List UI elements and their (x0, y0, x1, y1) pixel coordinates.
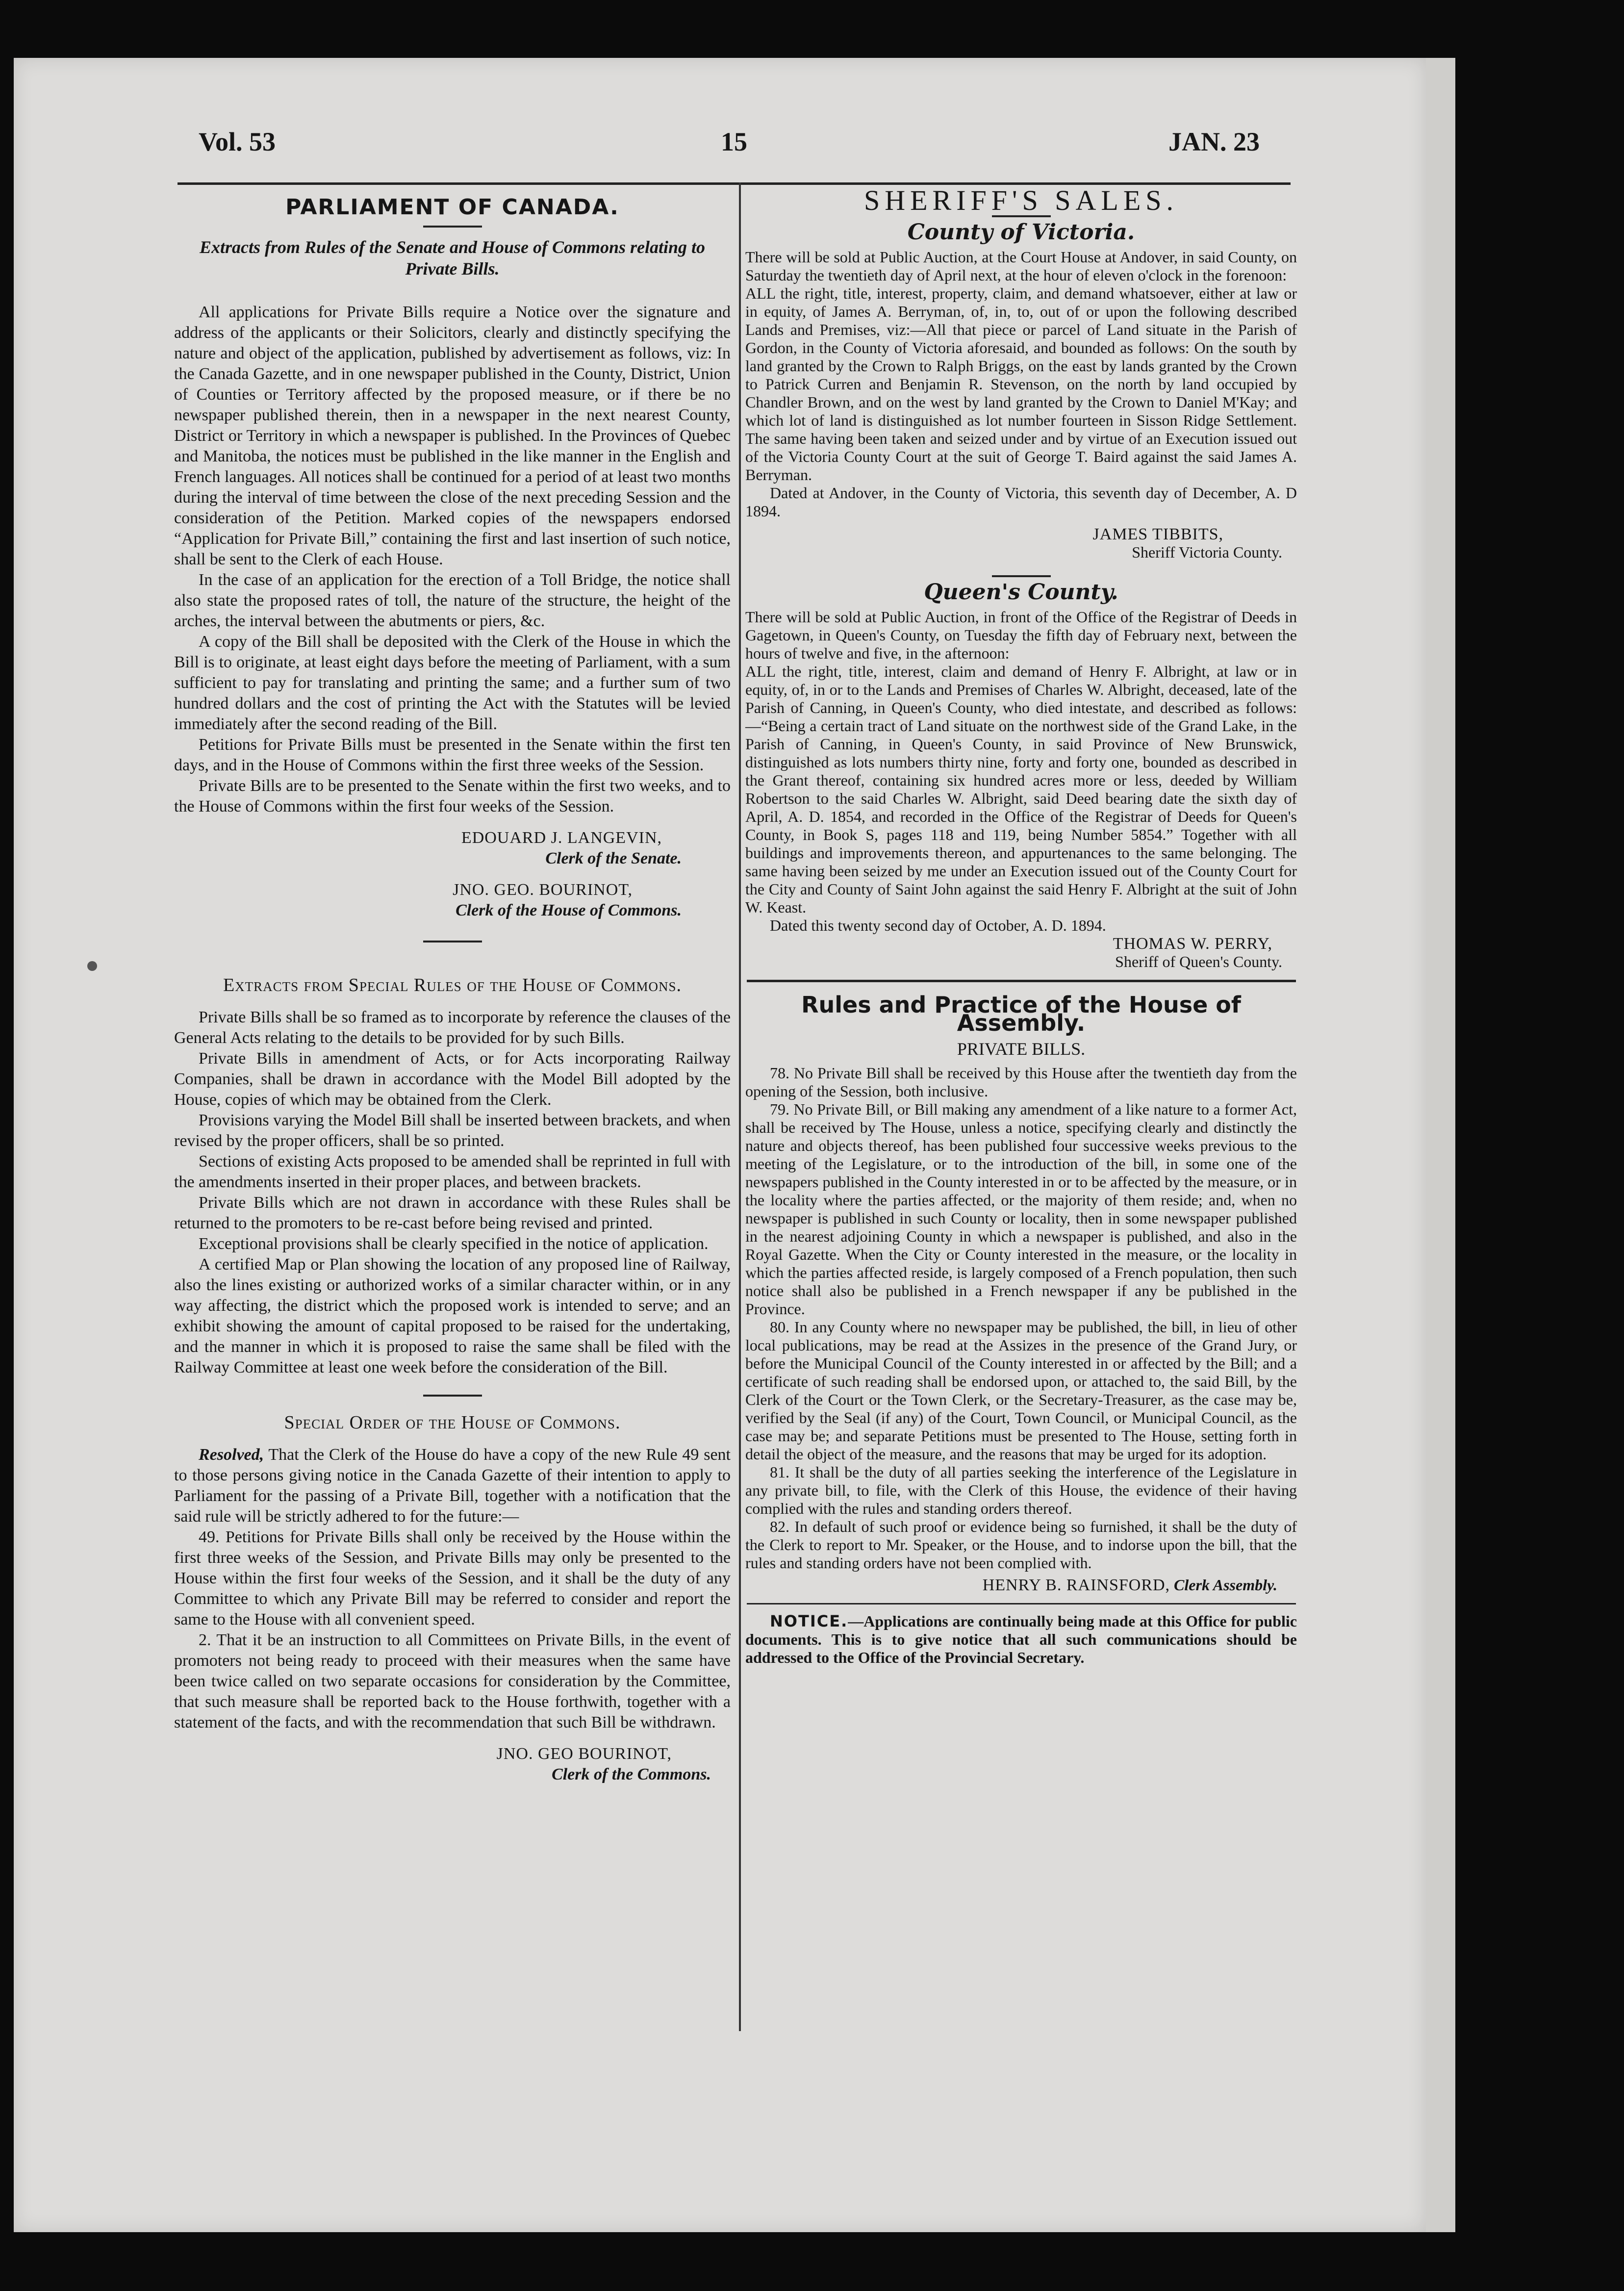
special-rule-paragraph: Private Bills shall be so framed as to incorporate by reference the clauses of the General Acts relating to the details to be provided for by such Bills. (174, 1008, 731, 1047)
signature-role: Clerk of the House of Commons. (456, 901, 682, 919)
divider (992, 575, 1051, 577)
assembly-heading: Rules and Practice of the House of Assembly. (801, 992, 1241, 1036)
signature-role: Sheriff of Queen's County. (1115, 953, 1282, 970)
signature-name: JNO. GEO BOURINOT, (496, 1745, 672, 1763)
signature-name: HENRY B. RAINSFORD, (982, 1576, 1170, 1594)
rules-paragraph: Private Bills are to be presented to the Senate within the first two weeks, and to the House of Commons within the first four weeks of the Session. (174, 777, 731, 815)
signature-name: THOMAS W. PERRY, (1113, 935, 1272, 953)
assembly-rule: 81. It shall be the duty of all parties seeking the interference of the Legislature in any private bill, to file, with the Clerk of this House, the evidence of their having complied with the rules and standing orders thereof. (745, 1463, 1297, 1517)
special-rule-paragraph: Sections of existing Acts proposed to be amended shall be reprinted in full with the amendments inserted in their proper places, and between brackets. (174, 1152, 731, 1191)
special-rule-paragraph: A certified Map or Plan showing the location of any proposed line of Railway, also the lines existing or authorized works of a similar character within, or in any way affecting, the district which the proposed work is intended to serve; and an exhibit showing the amount of capital proposed to be raised for the undertaking, and the manner in which it is proposed to raise the same shall be filed with the Railway Committee at least one week before the consideration of the Bill. (174, 1255, 731, 1376)
signature-name: EDOUARD J. LANGEVIN, (461, 829, 662, 847)
parliament-title: PARLIAMENT OF CANADA. (285, 195, 619, 220)
victoria-heading: County of Victoria. (907, 220, 1135, 245)
special-rule-paragraph: Exceptional provisions shall be clearly specified in the notice of application. (199, 1235, 709, 1253)
rule-49: 49. Petitions for Private Bills shall only be received by the House within the first three weeks of the Session, and Private Bills may only be presented to the House within the first four weeks of the Session, and it shall be the duty of any Committee to which any Private Bill may be referred to consider and report the same to the House with all convenient speed. (174, 1528, 731, 1629)
parliament-subtitle: Extracts from Rules of the Senate and House of Commons relating to Private Bills. (199, 237, 706, 279)
right-column (745, 184, 1297, 1667)
victoria-body: ALL the right, title, interest, property, claim, and demand whatsoever, either at law or in equity, of James A. Berryman, of, in, to, out of or upon the following described Lands and Premises, viz:—All that piece or parcel of Land situate in the Parish of Gordon, in the County of Victoria aforesaid, and bounded as follows: On the south by land granted by the Crown to Ralph Briggs, on the east by lands granted by the Crown to Patrick Curren and Benjamin R. Stevenson, on the north by land occupied by Chandler Brown, and on the west by land granted by the Crown to Daniel M'Kay; and which lot of land is distinguished as lot number fourteen in Sisson Ridge Settlement. The same having been taken and seized under and by virtue of an Execution issued out of the Victoria County Court at the suit of George T. Baird against the said James A. Berryman. (745, 284, 1297, 484)
victoria-intro: There will be sold at Public Auction, at the Court House at Andover, in said County, on Saturday the twentieth day of April next, at the hour of eleven o'clock in the forenoon: (745, 248, 1297, 284)
section-rule (747, 980, 1296, 982)
issue-date: JAN. 23 (1168, 127, 1260, 156)
special-order-heading: Special Order of the House of Commons. (284, 1412, 621, 1433)
volume-label: Vol. 53 (199, 127, 276, 156)
queens-dated: Dated this twenty second day of October, A. D. 1894. (770, 916, 1106, 934)
signature-name: JAMES TIBBITS, (1092, 525, 1223, 543)
assembly-rule: 80. In any County where no newspaper may be published, the bill, in lieu of other local publications, may be read at the Assizes in the presence of the Grand Jury, or before the Municipal Council of the County interested in or affected by the Bill; and a certificate of such reading shall be endorsed upon, or attached to, the said Bill, by the Clerk of the Court or the Town Clerk, or the Secretary-Treasurer, as the case may be, verified by the Seal (if any) of the Court, Town Council, or Municipal Council, as the case may be; and separate Petitions must be presented to The House, setting forth in detail the object of the measure, and the reasons that may be urged for its adoption. (745, 1318, 1297, 1463)
special-rule-paragraph: Private Bills which are not drawn in accordance with these Rules shall be returned to the promoters to be re-cast before being revised and printed. (174, 1194, 731, 1232)
signature-role: Clerk Assembly. (1174, 1576, 1277, 1594)
page-edge (1426, 58, 1455, 2232)
divider (423, 226, 482, 228)
signature-role: Clerk of the Commons. (552, 1765, 711, 1783)
assembly-rule: 78. No Private Bill shall be received by this House after the twentieth day from the opening of the Session, both inclusive. (745, 1064, 1297, 1100)
rules-paragraph: A copy of the Bill shall be deposited with the Clerk of the House in which the Bill is to originate, at least eight days before the meeting of Parliament, with a sum sufficient to pay for translating and printing the same; and a further sum of two hundred dollars and the cost of printing the Act with the Statutes will be levied immediately after the second reading of the Bill. (174, 633, 731, 733)
resolved-word: Resolved, (199, 1446, 264, 1464)
signature-name: JNO. GEO. BOURINOT, (453, 881, 633, 899)
special-rules-heading: Extracts from Special Rules of the House of Commons. (223, 975, 682, 995)
sheriffs-sales-title: SHERIFF'S SALES. (863, 184, 1179, 216)
rules-paragraph: All applications for Private Bills require a Notice over the signature and address of the applicants or their Solicitors, clearly and distinctly specifying the nature and object of the application, published by advertisement as follows, viz: In the Canada Gazette, and in one newspaper published in the County, District, Union of Counties or Territory affected by the proposed measure, or if there be no newspaper published therein, then in a newspaper in the next nearest County, District or Territory in which a newspaper is published. In the Provinces of Quebec and Manitoba, the notices must be published in the like manner in the English and French languages. All notices shall be continued for a period of at least two months during the interval of time between the close of the next preceding Session and the consideration of the Petition. Marked copies of the newspapers endorsed “Application for Private Bill,” containing the first and last insertion of such notice, shall be sent to the Clerk of each House. (174, 303, 731, 568)
page-number: 15 (721, 127, 747, 156)
rules-paragraph: In the case of an application for the erection of a Toll Bridge, the notice shall also state the proposed rates of toll, the nature of the structure, the height of the arches, the interval between the abutments or piers, &c. (174, 571, 731, 630)
victoria-dated: Dated at Andover, in the County of Victoria, this seventh day of December, A. D 1894. (745, 484, 1297, 520)
resolved-paragraph (174, 1445, 731, 1527)
column-rule (739, 182, 741, 2031)
private-bills-heading: PRIVATE BILLS. (957, 1039, 1086, 1059)
notice-paragraph (745, 1612, 1297, 1667)
resolved-text: That the Clerk of the House do have a copy of the new Rule 49 sent to those persons giving notice in the Canada Gazette of their intention to apply to Parliament for the passing of a Private Bill, together with a notification that the said rule will be strictly adhered to for the future:— (174, 1446, 731, 1526)
assembly-rule: 79. No Private Bill, or Bill making any amendment of a like nature to a former Act, shall be received by The House, unless a notice, specifying clearly and distinctly the nature and objects thereof, has been published four successive weeks previous to the meeting of the Legislature, or to the introduction of the bill, in some one of the newspapers published in the County interested in or to be affected by the measure, or in the locality where the parties affected, or the majority of them reside; and, when no newspaper is published in such County or locality, then in some newspaper published in the nearest adjoining County in which a newspaper is published, and also in the Royal Gazette. When the City or County interested in the measure, or the locality in which the parties affected reside, is largely composed of a French population, then such notice shall also be published in a French newspaper if any be published in the Province. (745, 1100, 1297, 1318)
queens-body: ALL the right, title, interest, claim and demand of Henry F. Albright, at law or in equity, of, in or to the Lands and Premises of Charles W. Albright, deceased, late of the Parish of Canning, in Queen's County, who died intestate, and described as follows:—“Being a certain tract of Land situate on the northwest side of the Grand Lake, in the Parish of Canning, in Queen's County, in said Province of New Brunswick, distinguished as lots numbers thirty nine, forty and forty one, bounded as described in the Grant thereof, containing six hundred acres more or less, deeded by William Robertson to the said Charles W. Albright, said Deed bearing date the sixth day of April, A. D. 1854, and recorded in the Office of the Registrar of Deeds for Queen's County, in Book S, pages 118 and 119, being Number 5854.” Together with all buildings and improvements thereon, and appurtenances to the same belonging. The same having been seized by me under an Execution issued out of the County Court for the City and County of Saint John against the said Henry F. Albright at the suit of John W. Keast. (745, 662, 1297, 916)
punch-hole (87, 961, 97, 971)
rule-2: 2. That it be an instruction to all Committees on Private Bills, in the event of promoters not being ready to proceed with their measures when the same have been twice called on two separate occasions for consideration by the Committee, that such measure shall be reported back to the House forthwith, together with a statement of the facts, and with the recommendation that such Bill be withdrawn. (174, 1631, 731, 1731)
rules-paragraph: Petitions for Private Bills must be presented in the Senate within the first ten days, and in the House of Commons within the first three weeks of the Session. (174, 736, 731, 774)
signature-role: Clerk of the Senate. (545, 849, 682, 867)
notice-word: NOTICE. (770, 1612, 848, 1630)
special-rule-paragraph: Private Bills in amendment of Acts, or for Acts incorporating Railway Companies, shall be drawn in accordance with the Model Bill adopted by the House, copies of which may be obtained from the Clerk. (174, 1049, 731, 1109)
signature-role: Sheriff Victoria County. (1132, 543, 1282, 561)
special-rule-paragraph: Provisions varying the Model Bill shall be inserted between brackets, and when revised by the proper officers, shall be so printed. (174, 1111, 731, 1150)
queens-heading: Queen's County. (924, 580, 1118, 605)
assembly-rule: 82. In default of such proof or evidence being so furnished, it shall be the duty of the Clerk to report to Mr. Speaker, or the House, and to indorse upon the bill, that the rules and standing orders have not been complied with. (745, 1518, 1297, 1572)
divider (423, 941, 482, 942)
queens-intro: There will be sold at Public Auction, in front of the Office of the Registrar of Deeds in Gagetown, in Queen's County, on Tuesday the fifth day of February next, between the hours of twelve and five, in the afternoon: (745, 608, 1297, 662)
notice-text: —Applications are continually being made at this Office for public documents. This is to give notice that all such communications should be addressed to the Office of the Provincial Secretary. (745, 1612, 1297, 1666)
divider (423, 1395, 482, 1397)
section-rule (747, 1603, 1296, 1604)
assembly-signature (745, 1576, 1297, 1594)
left-column (174, 191, 731, 1785)
